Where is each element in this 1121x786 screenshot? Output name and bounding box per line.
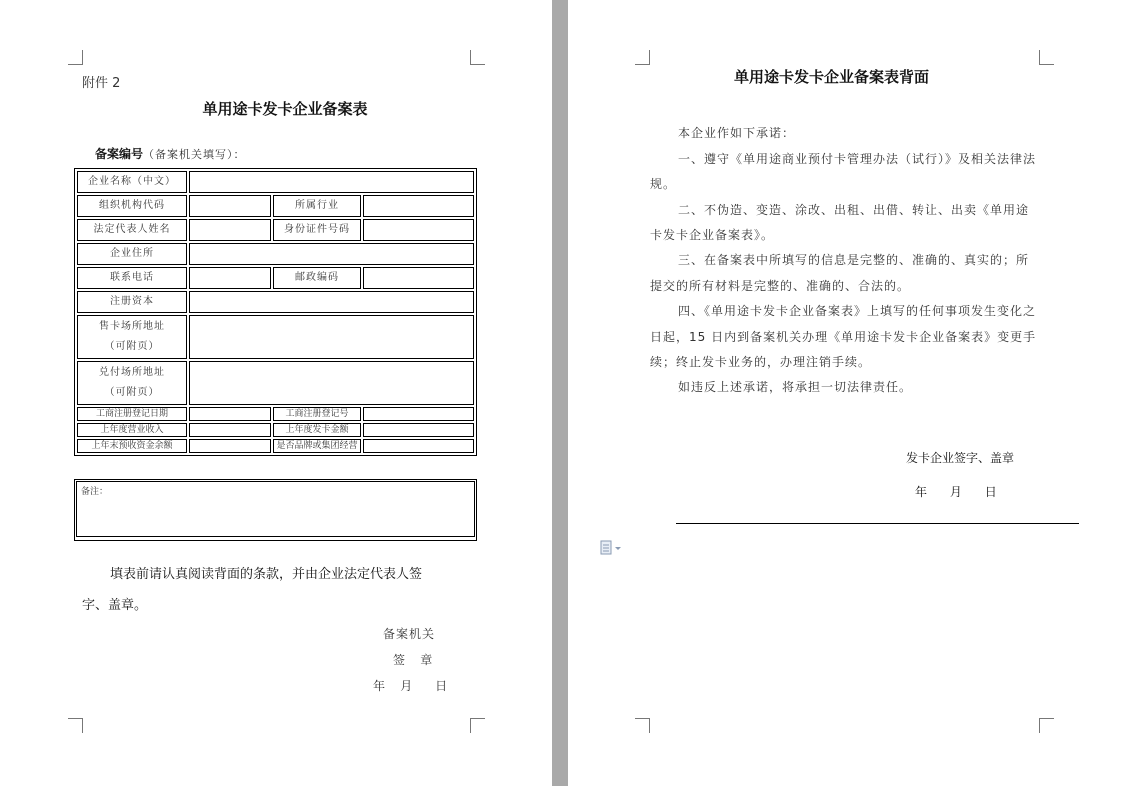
issuer-date-label: 年 月 日 bbox=[915, 485, 997, 499]
field-label: 上年末预收资金余额 bbox=[77, 439, 187, 453]
commitment-intro: 本企业作如下承诺： bbox=[678, 126, 796, 140]
field-label: 上年度营业收入 bbox=[77, 423, 187, 437]
commitment-4-line-3: 续；终止发卡业务的，办理注销手续。 bbox=[650, 355, 872, 369]
commitment-1-line-2: 规。 bbox=[650, 177, 677, 191]
instruction-line-2: 字、盖章。 bbox=[82, 598, 148, 613]
commitment-4-line-2: 日起，15 日内到备案机关办理《单用途卡发卡企业备案表》变更手 bbox=[650, 330, 1037, 344]
field-label: 企业住所 bbox=[77, 243, 187, 265]
corner-mark-top-left bbox=[635, 50, 650, 65]
field-value[interactable] bbox=[363, 219, 474, 241]
paste-options-button[interactable] bbox=[600, 540, 626, 556]
table-row bbox=[77, 361, 474, 405]
field-label: 是否品牌或集团经营 bbox=[273, 439, 361, 453]
field-label: 上年度发卡金额 bbox=[273, 423, 361, 437]
field-label-note: （可附页） bbox=[104, 341, 160, 352]
commitment-2-line-1: 二、不伪造、变造、涂改、出租、出借、转让、出卖《单用途 bbox=[678, 203, 1030, 217]
field-value[interactable] bbox=[189, 423, 271, 437]
commitment-closing: 如违反上述承诺，将承担一切法律责任。 bbox=[678, 380, 913, 394]
corner-mark-bottom-right bbox=[470, 718, 485, 733]
field-label: 工商注册登记日期 bbox=[77, 407, 187, 421]
corner-mark-bottom-left bbox=[635, 718, 650, 733]
table-row bbox=[77, 315, 474, 359]
filing-authority: 备案机关 bbox=[383, 627, 436, 641]
field-value[interactable] bbox=[363, 195, 474, 217]
remarks-label: 备注： bbox=[76, 481, 475, 537]
date-label: 年 月 日 bbox=[373, 679, 448, 693]
field-value[interactable] bbox=[189, 315, 474, 359]
field-label-line: 兑付场所地址 bbox=[99, 367, 165, 378]
field-value[interactable] bbox=[363, 407, 474, 421]
field-label: 联系电话 bbox=[77, 267, 187, 289]
page-right bbox=[568, 0, 1121, 786]
field-label: 法定代表人姓名 bbox=[77, 219, 187, 241]
corner-mark-top-right bbox=[1039, 50, 1054, 65]
corner-mark-top-left bbox=[68, 50, 83, 65]
corner-mark-bottom-left bbox=[68, 718, 83, 733]
field-label bbox=[77, 361, 187, 405]
paste-options-icon bbox=[600, 540, 626, 556]
field-label: 企业名称（中文） bbox=[77, 171, 187, 193]
field-value[interactable] bbox=[189, 267, 271, 289]
table-row bbox=[77, 407, 474, 421]
commitment-1-line-1: 一、遵守《单用途商业预付卡管理办法（试行）》及相关法律法 bbox=[678, 152, 1037, 166]
field-value[interactable] bbox=[363, 423, 474, 437]
field-label: 邮政编码 bbox=[273, 267, 361, 289]
field-value[interactable] bbox=[189, 439, 271, 453]
table-row bbox=[77, 243, 474, 265]
field-value[interactable] bbox=[189, 291, 474, 313]
field-value[interactable] bbox=[189, 171, 474, 193]
remarks-box[interactable] bbox=[74, 479, 477, 541]
table-row bbox=[77, 423, 474, 437]
page-left bbox=[0, 0, 552, 786]
signature-line bbox=[676, 523, 1079, 524]
table-row bbox=[77, 195, 474, 217]
field-value[interactable] bbox=[189, 195, 271, 217]
record-number-label: 备案编号 bbox=[95, 147, 144, 161]
field-value[interactable] bbox=[189, 407, 271, 421]
field-label: 工商注册登记号 bbox=[273, 407, 361, 421]
field-value[interactable] bbox=[363, 439, 474, 453]
field-label bbox=[77, 315, 187, 359]
field-value[interactable] bbox=[189, 361, 474, 405]
commitment-4-line-1: 四、《单用途卡发卡企业备案表》上填写的任何事项发生变化之 bbox=[678, 304, 1037, 318]
seal-label: 签 章 bbox=[393, 653, 433, 667]
record-number-line bbox=[95, 145, 246, 162]
instruction-line-1: 填表前请认真阅读背面的条款，并由企业法定代表人签 bbox=[110, 567, 423, 582]
table-row bbox=[77, 439, 474, 453]
attachment-label: 附件 2 bbox=[82, 76, 121, 91]
field-label: 身份证件号码 bbox=[273, 219, 361, 241]
table-row bbox=[77, 291, 474, 313]
issuer-signature-label: 发卡企业签字、盖章 bbox=[906, 451, 1015, 465]
commitment-3-line-1: 三、在备案表中所填写的信息是完整的、准确的、真实的；所 bbox=[678, 253, 1030, 267]
registration-form-table bbox=[74, 168, 477, 456]
commitment-3-line-2: 提交的所有材料是完整的、准确的、合法的。 bbox=[650, 279, 911, 293]
corner-mark-top-right bbox=[470, 50, 485, 65]
field-label: 注册资本 bbox=[77, 291, 187, 313]
field-label: 所属行业 bbox=[273, 195, 361, 217]
table-row bbox=[77, 267, 474, 289]
form-title: 单用途卡发卡企业备案表 bbox=[202, 100, 368, 118]
field-label-line: 售卡场所地址 bbox=[99, 321, 165, 332]
back-page-title: 单用途卡发卡企业备案表背面 bbox=[734, 68, 930, 86]
table-row bbox=[77, 219, 474, 241]
field-value[interactable] bbox=[189, 219, 271, 241]
commitment-2-line-2: 卡发卡企业备案表》。 bbox=[650, 228, 775, 242]
field-value[interactable] bbox=[363, 267, 474, 289]
field-value[interactable] bbox=[189, 243, 474, 265]
field-label-note: （可附页） bbox=[104, 387, 160, 398]
table-row bbox=[77, 171, 474, 193]
field-label: 组织机构代码 bbox=[77, 195, 187, 217]
record-number-note: （备案机关填写）： bbox=[143, 148, 246, 161]
corner-mark-bottom-right bbox=[1039, 718, 1054, 733]
